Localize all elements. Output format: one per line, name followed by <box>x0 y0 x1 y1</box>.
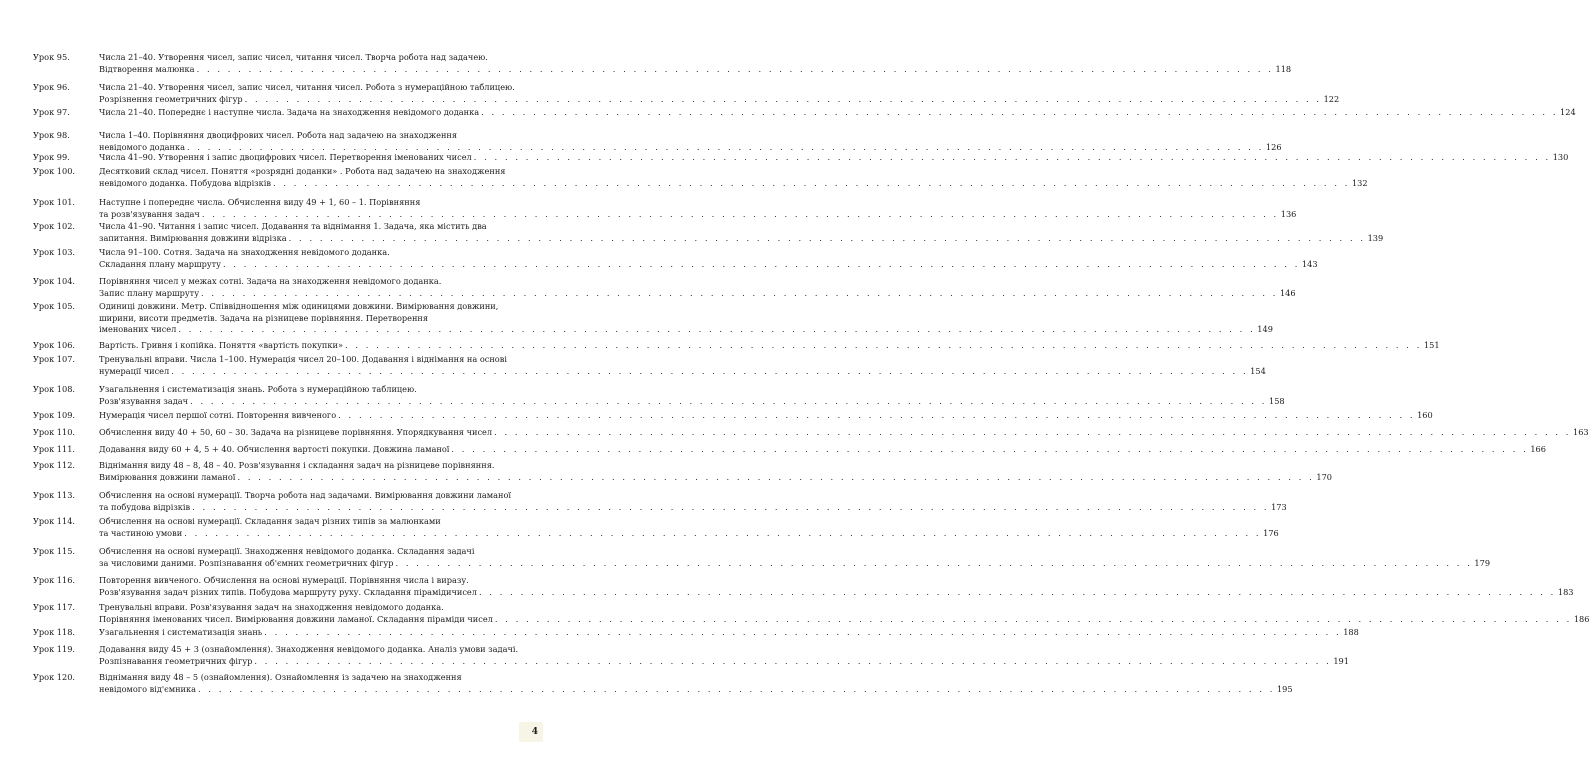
page-ref: 170 <box>1316 471 1333 482</box>
lesson-number: Урок 106. <box>33 340 76 350</box>
lesson-title <box>99 427 1589 439</box>
lesson-title-line: Вимірювання довжини ламаної <box>99 471 236 482</box>
dot-leader: . . . . . . . . . . . . . . . . . . . . . . . . . . . . . . . . . . . . . . . . . . . . . . . . . . . . . . . . . . . . . . . . . . . . . . . . . . . . . . . . . . . . . . . . . . . . . . . . . . . . . . . . <box>254 655 1332 666</box>
lesson-number: Урок 95. <box>33 52 70 62</box>
dot-leader: . . . . . . . . . . . . . . . . . . . . . . . . . . . . . . . . . . . . . . . . . . . . . . . . . . . . . . . . . . . . . . . . . . . . . . . . . . . . . . . . . . . . . . . . . . . . . . . . . . . . . . . . <box>244 93 1322 104</box>
lesson-title-line: Узагальнення і систематизація знань <box>99 627 263 637</box>
lesson-title-line: Тренувальні вправи. Розв'язування задач на знаходження невідомого доданка. <box>99 602 444 612</box>
lesson-title <box>99 82 1340 105</box>
lesson-number: Урок 104. <box>33 276 76 286</box>
lesson-title-line: Числа 21–40. Утворення чисел, запис чисел, читання чисел. Творча робота над задачею. <box>99 52 488 62</box>
lesson-title-line: Числа 91–100. Сотня. Задача на знаходження невідомого доданка. <box>99 247 390 257</box>
lesson-title-line: Складання плану маршруту <box>99 258 221 269</box>
page-ref: 118 <box>1275 63 1292 74</box>
lesson-title <box>99 410 1433 422</box>
lesson-number: Урок 100. <box>33 166 76 176</box>
lesson-title-line: Розпізнавання геометричних фігур <box>99 655 253 666</box>
lesson-number: Урок 113. <box>33 490 76 500</box>
page-ref: 136 <box>1280 208 1297 219</box>
lesson-title <box>99 354 1266 377</box>
lesson-title-line: Відтворення малюнка <box>99 63 195 74</box>
lesson-title-line: невідомого від'ємника <box>99 683 197 694</box>
lesson-number: Урок 118. <box>33 627 76 637</box>
lesson-title-line: невідомого доданка <box>99 141 185 152</box>
lesson-title-line: Розрізнення геометричних фігур <box>99 93 243 104</box>
lesson-number: Урок 109. <box>33 410 76 420</box>
lesson-number: Урок 116. <box>33 575 76 585</box>
dot-leader: . . . . . . . . . . . . . . . . . . . . . . . . . . . . . . . . . . . . . . . . . . . . . . . . . . . . . . . . . . . . . . . . . . . . . . . . . . . . . . . . . . . . . . . . . . . . . . . . . . . . . . . . <box>192 501 1270 512</box>
lesson-title <box>99 247 1318 270</box>
lesson-title <box>99 384 1285 407</box>
page-ref: 126 <box>1265 141 1282 152</box>
page-ref: 130 <box>1552 152 1569 162</box>
lesson-title <box>99 301 1273 336</box>
lesson-number: Урок 103. <box>33 247 76 257</box>
dot-leader: . . . . . . . . . . . . . . . . . . . . . . . . . . . . . . . . . . . . . . . . . . . . . . . . . . . . . . . . . . . . . . . . . . . . . . . . . . . . . . . . . . . . . . . . . . . . . . . . . . . . . . . . <box>344 340 1422 350</box>
dot-leader: . . . . . . . . . . . . . . . . . . . . . . . . . . . . . . . . . . . . . . . . . . . . . . . . . . . . . . . . . . . . . . . . . . . . . . . . . . . . . . . . . . . . . . . . . . . . . . . . . . . . . . . . <box>473 152 1551 162</box>
dot-leader: . . . . . . . . . . . . . . . . . . . . . . . . . . . . . . . . . . . . . . . . . . . . . . . . . . . . . . . . . . . . . . . . . . . . . . . . . . . . . . . . . . . . . . . . . . . . . . . . . . . . . . . . <box>451 444 1529 454</box>
lesson-title-line: іменованих чисел <box>99 324 177 334</box>
lesson-title-line: Одиниці довжини. Метр. Співвідношення між одиницями довжини. Вимірювання довжини, <box>99 301 499 311</box>
dot-leader: . . . . . . . . . . . . . . . . . . . . . . . . . . . . . . . . . . . . . . . . . . . . . . . . . . . . . . . . . . . . . . . . . . . . . . . . . . . . . . . . . . . . . . . . . . . . . . . . . . . . . . . . <box>288 232 1366 243</box>
page-ref: 122 <box>1323 93 1340 104</box>
lesson-title-line: Порівняння чисел у межах сотні. Задача на знаходження невідомого доданка. <box>99 276 442 286</box>
lesson-title-line: Віднімання виду 48 – 8, 48 – 40. Розв'язування і складання задач на різницеве порівняння. <box>99 460 495 470</box>
dot-leader: . . . . . . . . . . . . . . . . . . . . . . . . . . . . . . . . . . . . . . . . . . . . . . . . . . . . . . . . . . . . . . . . . . . . . . . . . . . . . . . . . . . . . . . . . . . . . . . . . . . . . . . . <box>201 287 1278 298</box>
dot-leader: . . . . . . . . . . . . . . . . . . . . . . . . . . . . . . . . . . . . . . . . . . . . . . . . . . . . . . . . . . . . . . . . . . . . . . . . . . . . . . . . . . . . . . . . . . . . . . . . . . . . . . . . <box>273 177 1350 188</box>
lesson-title-line: та побудова відрізків <box>99 501 191 512</box>
lesson-number: Урок 107. <box>33 354 76 364</box>
lesson-title <box>99 197 1297 220</box>
lesson-title <box>99 130 1282 153</box>
dot-leader: . . . . . . . . . . . . . . . . . . . . . . . . . . . . . . . . . . . . . . . . . . . . . . . . . . . . . . . . . . . . . . . . . . . . . . . . . . . . . . . . . . . . . . . . . . . . . . . . . . . . . . . . <box>198 683 1275 694</box>
lesson-title <box>99 52 1292 75</box>
lesson-title <box>99 490 1287 513</box>
page-ref: 139 <box>1367 232 1384 243</box>
lesson-number: Урок 98. <box>33 130 70 140</box>
lesson-title-line: Вартість. Гривня і копійка. Поняття «вартість покупки» <box>99 340 343 350</box>
lesson-title-line: Обчислення на основі нумерації. Складання задач різних типів за малюнками <box>99 516 441 526</box>
page-ref: 191 <box>1333 655 1349 666</box>
dot-leader: . . . . . . . . . . . . . . . . . . . . . . . . . . . . . . . . . . . . . . . . . . . . . . . . . . . . . . . . . . . . . . . . . . . . . . . . . . . . . . . . . . . . . . . . . . . . . . . . . . . . . . . . <box>186 141 1264 152</box>
lesson-title <box>99 602 1589 625</box>
lesson-title-line: Додавання виду 60 + 4, 5 + 40. Обчислення вартості покупки. Довжина ламаної <box>99 444 450 454</box>
lesson-title <box>99 575 1574 598</box>
lesson-title-line: Числа 21–40. Утворення чисел, запис чисел, читання чисел. Робота з нумераційною таблицею. <box>99 82 515 92</box>
dot-leader: . . . . . . . . . . . . . . . . . . . . . . . . . . . . . . . . . . . . . . . . . . . . . . . . . . . . . . . . . . . . . . . . . . . . . . . . . . . . . . . . . . . . . . . . . . . . . . . . . . . . . . . . <box>178 324 1256 334</box>
lesson-title <box>99 152 1569 164</box>
lesson-title-line: Нумерація чисел першої сотні. Повторення вивченого <box>99 410 337 420</box>
lesson-title-line: запитання. Вимірювання довжини відрізка <box>99 232 287 243</box>
lesson-title-line: Узагальнення і систематизація знань. Робота з нумераційною таблицею. <box>99 384 417 394</box>
lesson-number: Урок 96. <box>33 82 70 92</box>
dot-leader: . . . . . . . . . . . . . . . . . . . . . . . . . . . . . . . . . . . . . . . . . . . . . . . . . . . . . . . . . . . . . . . . . . . . . . . . . . . . . . . . . . . . . . . . . . . . . . . . . . . . . . . . <box>190 395 1268 406</box>
page-ref: 173 <box>1271 501 1287 512</box>
lesson-title-line: Розв'язування задач <box>99 395 189 406</box>
lesson-number: Урок 105. <box>33 301 76 311</box>
lesson-title-line: Числа 1–40. Порівняння двоцифрових чисел. Робота над задачею на знаходження <box>99 130 458 140</box>
lesson-title-line: та розв'язування задач <box>99 208 200 219</box>
lesson-title-line: Віднімання виду 48 – 5 (ознайомлення). Ознайомлення із задачею на знаходження <box>99 672 462 682</box>
lesson-title-line: Обчислення на основі нумерації. Знаходження невідомого доданка. Складання задачі <box>99 546 475 556</box>
dot-leader: . . . . . . . . . . . . . . . . . . . . . . . . . . . . . . . . . . . . . . . . . . . . . . . . . . . . . . . . . . . . . . . . . . . . . . . . . . . . . . . . . . . . . . . . . . . . . . . . . . . . . . . . <box>264 627 1342 637</box>
lesson-title-line: Обчислення виду 40 + 50, 60 – 30. Задача на різницеве порівняння. Упорядкування чисел <box>99 427 493 437</box>
lesson-title <box>99 516 1279 539</box>
lesson-title <box>99 644 1349 667</box>
page-ref: 160 <box>1417 410 1433 420</box>
lesson-title-line: Числа 41–90. Утворення і запис двоцифрових чисел. Перетворення іменованих чисел <box>99 152 472 162</box>
lesson-title-line: Порівняння іменованих чисел. Вимірювання довжини ламаної. Складання піраміди чисел <box>99 613 493 624</box>
lesson-title-line: Повторення вивченого. Обчислення на основі нумерації. Порівняння числа і виразу. <box>99 575 469 585</box>
lesson-number: Урок 111. <box>33 444 76 454</box>
page-ref: 149 <box>1257 324 1273 334</box>
lesson-title-line: невідомого доданка. Побудова відрізків <box>99 177 271 188</box>
page-ref: 158 <box>1269 395 1285 406</box>
page-ref: 183 <box>1557 586 1574 597</box>
lesson-title <box>99 221 1384 244</box>
lesson-title-line: Тренувальні вправи. Числа 1–100. Нумерація чисел 20–100. Додавання і віднімання на основі <box>99 354 507 364</box>
lesson-number: Урок 114. <box>33 516 76 526</box>
dot-leader: . . . . . . . . . . . . . . . . . . . . . . . . . . . . . . . . . . . . . . . . . . . . . . . . . . . . . . . . . . . . . . . . . . . . . . . . . . . . . . . . . . . . . . . . . . . . . . . . . . . . . . . . <box>395 557 1473 568</box>
page-ref: 179 <box>1474 557 1491 568</box>
lesson-title <box>99 460 1333 483</box>
page-ref: 143 <box>1301 258 1318 269</box>
lesson-number: Урок 112. <box>33 460 76 470</box>
dot-leader: . . . . . . . . . . . . . . . . . . . . . . . . . . . . . . . . . . . . . . . . . . . . . . . . . . . . . . . . . . . . . . . . . . . . . . . . . . . . . . . . . . . . . . . . . . . . . . . . . . . . . . . . <box>494 613 1572 624</box>
lesson-title-line: Обчислення на основі нумерації. Творча робота над задачами. Вимірювання довжини ламаної <box>99 490 511 500</box>
page-ref: 124 <box>1560 107 1576 117</box>
page-ref: 176 <box>1263 527 1279 538</box>
lesson-title <box>99 340 1440 352</box>
lesson-number: Урок 119. <box>33 644 76 654</box>
lesson-title-line: Числа 41–90. Читання і запис чисел. Додавання та віднімання 1. Задача, яка містить два <box>99 221 487 231</box>
dot-leader: . . . . . . . . . . . . . . . . . . . . . . . . . . . . . . . . . . . . . . . . . . . . . . . . . . . . . . . . . . . . . . . . . . . . . . . . . . . . . . . . . . . . . . . . . . . . . . . . . . . . . . . . <box>481 107 1559 117</box>
lesson-title-line: Десятковий склад чисел. Поняття «розрядні доданки» . Робота над задачею на знаходження <box>99 166 506 176</box>
lesson-number: Урок 110. <box>33 427 76 437</box>
dot-leader: . . . . . . . . . . . . . . . . . . . . . . . . . . . . . . . . . . . . . . . . . . . . . . . . . . . . . . . . . . . . . . . . . . . . . . . . . . . . . . . . . . . . . . . . . . . . . . . . . . . . . . . . <box>478 586 1556 597</box>
lesson-title-line: за числовими даними. Розпізнавання об'ємних геометричних фігур <box>99 557 394 568</box>
lesson-title <box>99 276 1296 299</box>
lesson-title <box>99 444 1546 456</box>
page-ref: 195 <box>1276 683 1293 694</box>
lesson-title-line: нумерації чисел <box>99 365 170 376</box>
lesson-number: Урок 102. <box>33 221 76 231</box>
page-ref: 151 <box>1423 340 1440 350</box>
lesson-number: Урок 108. <box>33 384 76 394</box>
dot-leader: . . . . . . . . . . . . . . . . . . . . . . . . . . . . . . . . . . . . . . . . . . . . . . . . . . . . . . . . . . . . . . . . . . . . . . . . . . . . . . . . . . . . . . . . . . . . . . . . . . . . . . . . <box>494 427 1572 437</box>
page-number: 4 <box>531 727 538 737</box>
dot-leader: . . . . . . . . . . . . . . . . . . . . . . . . . . . . . . . . . . . . . . . . . . . . . . . . . . . . . . . . . . . . . . . . . . . . . . . . . . . . . . . . . . . . . . . . . . . . . . . . . . . . . . . . <box>196 63 1274 74</box>
lesson-title-line: та частиною умови <box>99 527 183 538</box>
lesson-number: Урок 97. <box>33 107 70 117</box>
page-ref: 132 <box>1351 177 1368 188</box>
lesson-number: Урок 115. <box>33 546 76 556</box>
lesson-number: Урок 99. <box>33 152 70 162</box>
lesson-title <box>99 166 1368 189</box>
page-ref: 188 <box>1343 627 1359 637</box>
lesson-number: Урок 120. <box>33 672 76 682</box>
lesson-title <box>99 107 1576 119</box>
dot-leader: . . . . . . . . . . . . . . . . . . . . . . . . . . . . . . . . . . . . . . . . . . . . . . . . . . . . . . . . . . . . . . . . . . . . . . . . . . . . . . . . . . . . . . . . . . . . . . . . . . . . . . . . <box>201 208 1279 219</box>
lesson-title <box>99 546 1491 569</box>
lesson-title-line: ширини, висоти предметів. Задача на різницеве порівняння. Перетворення <box>99 312 429 323</box>
lesson-title-line: Запис плану маршруту <box>99 287 200 298</box>
lesson-number: Урок 101. <box>33 197 76 207</box>
page-ref: 154 <box>1250 365 1266 376</box>
lesson-number: Урок 117. <box>33 602 76 612</box>
lesson-title <box>99 627 1359 639</box>
dot-leader: . . . . . . . . . . . . . . . . . . . . . . . . . . . . . . . . . . . . . . . . . . . . . . . . . . . . . . . . . . . . . . . . . . . . . . . . . . . . . . . . . . . . . . . . . . . . . . . . . . . . . . . . <box>338 410 1416 420</box>
dot-leader: . . . . . . . . . . . . . . . . . . . . . . . . . . . . . . . . . . . . . . . . . . . . . . . . . . . . . . . . . . . . . . . . . . . . . . . . . . . . . . . . . . . . . . . . . . . . . . . . . . . . . . . . <box>223 258 1300 269</box>
lesson-title-line: Наступне і попереднє числа. Обчислення виду 49 + 1, 60 – 1. Порівняння <box>99 197 421 207</box>
lesson-title-line: Розв'язування задач різних типів. Побудова маршруту руху. Складання пірамідичисел <box>99 586 477 597</box>
lesson-title-line: Числа 21–40. Попереднє і наступне числа. Задача на знаходження невідомого доданка <box>99 107 480 117</box>
page-ref: 146 <box>1279 287 1296 298</box>
lesson-title <box>99 672 1293 695</box>
page-ref: 186 <box>1573 613 1589 624</box>
page-ref: 163 <box>1573 427 1589 437</box>
dot-leader: . . . . . . . . . . . . . . . . . . . . . . . . . . . . . . . . . . . . . . . . . . . . . . . . . . . . . . . . . . . . . . . . . . . . . . . . . . . . . . . . . . . . . . . . . . . . . . . . . . . . . . . . <box>237 471 1315 482</box>
dot-leader: . . . . . . . . . . . . . . . . . . . . . . . . . . . . . . . . . . . . . . . . . . . . . . . . . . . . . . . . . . . . . . . . . . . . . . . . . . . . . . . . . . . . . . . . . . . . . . . . . . . . . . . . <box>171 365 1249 376</box>
page-ref: 166 <box>1530 444 1546 454</box>
lesson-title-line: Додавання виду 45 + 3 (ознайомлення). Знаходження невідомого доданка. Аналіз умови задачі. <box>99 644 519 654</box>
dot-leader: . . . . . . . . . . . . . . . . . . . . . . . . . . . . . . . . . . . . . . . . . . . . . . . . . . . . . . . . . . . . . . . . . . . . . . . . . . . . . . . . . . . . . . . . . . . . . . . . . . . . . . . . <box>184 527 1262 538</box>
